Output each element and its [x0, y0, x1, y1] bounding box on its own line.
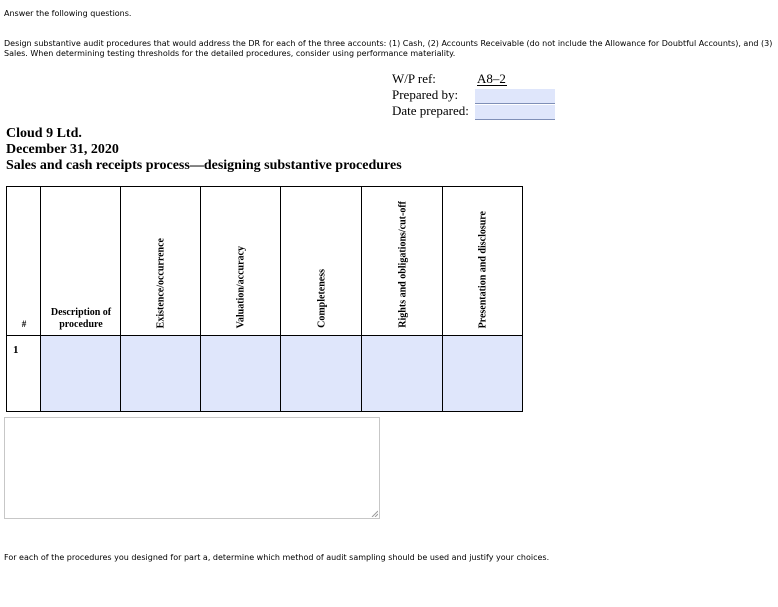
- company-name: Cloud 9 Ltd.: [6, 126, 82, 141]
- header-valuation: Valuation/accuracy: [235, 245, 247, 328]
- presentation-input-cell[interactable]: [442, 335, 523, 412]
- rights-input-cell[interactable]: [361, 335, 443, 412]
- question-b-text: For each of the procedures you designed for part a, determine which method of audit sampling should be used and justify your choices.: [4, 553, 550, 562]
- header-rights-cell: [361, 186, 443, 336]
- date-prepared-label: Date prepared:: [392, 103, 469, 118]
- header-num: #: [21, 319, 27, 329]
- header-valuation-cell: [200, 186, 281, 336]
- valuation-input-cell[interactable]: [200, 335, 281, 412]
- prepared-by-input[interactable]: [475, 89, 555, 104]
- intro-text: Answer the following questions.: [4, 9, 132, 18]
- header-presentation-cell: [442, 186, 523, 336]
- description-input-cell[interactable]: [40, 335, 121, 412]
- header-description-cell: [40, 186, 121, 336]
- prepared-by-label: Prepared by:: [392, 87, 459, 102]
- instructions-text: Design substantive audit procedures that would address the DR for each of the three accounts: (1) Cash, (2) Accounts Receivable (do not include the Allowance for Doubtful Accounts), and (3) Sales. When determining testing thresholds for the detailed procedures, consider using performance materiality.: [4, 39, 773, 58]
- completeness-input-cell[interactable]: [280, 335, 362, 412]
- header-presentation: Presentation and disclosure: [477, 210, 488, 328]
- header-existence-cell: [120, 186, 201, 336]
- process-title: Sales and cash receipts process—designing substantive procedures: [6, 158, 402, 173]
- header-existence: Existence/occurrence: [155, 237, 167, 328]
- date-prepared-input[interactable]: [475, 105, 555, 120]
- header-completeness: Completeness: [316, 269, 327, 328]
- existence-input-cell[interactable]: [120, 335, 201, 412]
- wp-ref-label: W/P ref:: [392, 71, 436, 86]
- resize-handle-icon[interactable]: [371, 510, 378, 517]
- header-rights: Rights and obligations/cut-off: [397, 201, 408, 328]
- procedures-table: [6, 186, 522, 412]
- wp-ref-value: A8–2: [477, 71, 506, 86]
- period-date: December 31, 2020: [6, 142, 119, 157]
- row-number: 1: [13, 344, 19, 356]
- header-completeness-cell: [280, 186, 362, 336]
- table-row-num-cell: [6, 335, 41, 412]
- header-num-cell: [6, 186, 41, 336]
- header-description: Description of procedure: [50, 307, 112, 330]
- answer-textarea[interactable]: [4, 417, 380, 519]
